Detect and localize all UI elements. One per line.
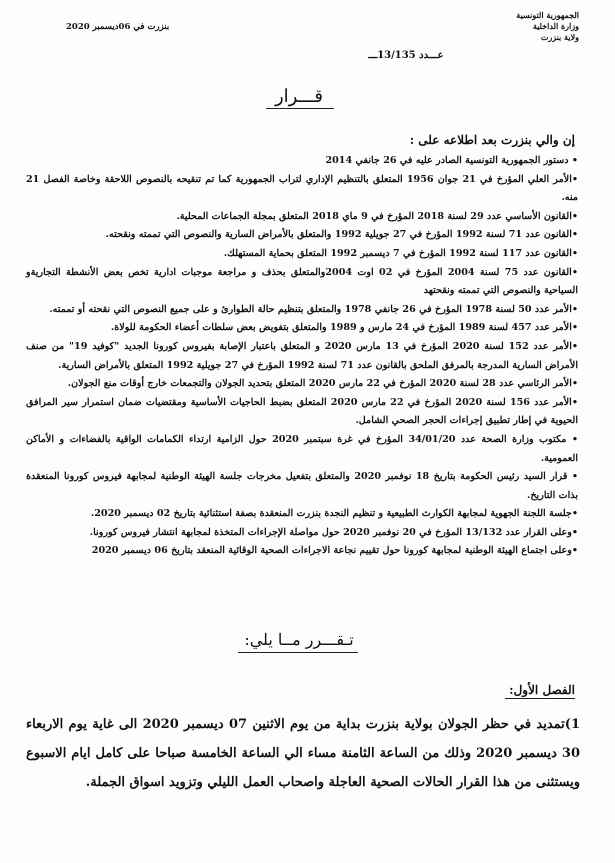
reference-item: •الأمر العلي المؤرخ في 21 جوان 1956 المتعلق بالتنظيم الإداري لتراب الجمهورية كما تم تنقيحه بالنصوص اللاحقة وخاصة الفصل 21 منه. [26, 173, 578, 204]
reference-item: •الأمر الرئاسي عدد 28 لسنة 2020 المؤرخ في 22 مارس 2020 المتعلق بتحديد الجولان والتجمعات خارج أوقات منع الجولان. [67, 378, 578, 390]
reference-item: • قرار السيد رئيس الحكومة بتاريخ 18 نوفمبر 2020 والمتعلق بتفعيل مخرجات جلسة الهيئة الوطنية لمجابهة فيروس كورونا المنعقدة بذات التاريخ. [26, 471, 578, 501]
preamble-heading: إن والي بنزرت بعد اطلاعه على : [409, 133, 575, 147]
document-title: قـــرار [274, 86, 324, 107]
title-underline [266, 108, 334, 109]
reference-item: •الأمر عدد 152 لسنة 2020 المؤرخ في 13 مارس 2020 و المتعلق باعتبار الإصابة بفيروس كورونا الجديد "كوفيد 19" من صنف الأمراض السارية المدرجة بالمرفق الملحق بالقانون عدد 71 لسنة 1992 المؤرخ في 27 جويلية 1992 المتعلق بالأمراض السارية. [26, 340, 578, 371]
reference-item: •الأمر عدد 156 لسنة 2020 المؤرخ في 22 مارس 2020 المتعلق بضبط الحاجيات الأساسية ومقتضيات ضمان استمرار سير المرافق الحيوية في إطار تطبيق إجراءات الحجر الصحي الشامل. [26, 396, 578, 427]
reference-item: •الأمر عدد 50 لسنة 1978 المؤرخ في 26 جانفي 1978 والمتعلق بتنظيم حالة الطوارئ و على جميع النصوص التي نقحته أو تممته. [49, 303, 578, 315]
reference-item: •القانون عدد 71 لسنة 1992 المؤرخ في 27 جويلية 1992 والمتعلق بالأمراض السارية والنصوص التي تممته ونقحته. [105, 229, 578, 241]
decides-heading: تـقـــرر مــا يلي: [244, 630, 354, 649]
reference-number: عـــدد 13/135ـــ [368, 50, 444, 61]
reference-item: •الأمر عدد 457 لسنة 1989 المؤرخ في 24 مارس و 1989 والمتعلق بتفويض بعض سلطات أعضاء الحكومة للولاة. [110, 322, 578, 334]
legal-references [26, 152, 578, 561]
letterhead-republic: الجمهورية التونسية [516, 10, 579, 20]
chapter-heading: الفصل الأول: [509, 683, 575, 697]
reference-item: •جلسة اللجنة الجهوية لمجابهة الكوارث الطبيعية و تنظيم النجدة بنزرت المنعقدة بصفة استثنائية بتاريخ 02 ديسمبر 2020. [90, 508, 578, 520]
document-date: بنزرت في 06ديسمبر 2020 [66, 22, 170, 32]
chapter-underline [505, 698, 575, 699]
reference-item: •وعلى اجتماع الهيئة الوطنية لمجابهة كورونا حول تقييم نجاعة الاجراءات الصحية الوقائية المنعقد بتاريخ 06 ديسمبر 2020 [91, 545, 578, 557]
reference-item: •القانون عدد 117 لسنة 1992 المؤرخ في 7 ديسمبر 1992 المتعلق بحماية المستهلك. [223, 247, 578, 259]
reference-item: •القانون الأساسي عدد 29 لسنة 2018 المؤرخ في 9 ماي 2018 المتعلق بمجلة الجماعات المحلية. [176, 210, 578, 222]
reference-item: • مكتوب وزارة الصحة عدد 34/01/20 المؤرخ في غرة سبتمبر 2020 حول الزامية ارتداء الكمامات الواقية بالفضاءات و الأماكن العمومية. [26, 433, 578, 464]
letterhead [459, 10, 579, 43]
letterhead-governorate: ولاية بنزرت [540, 32, 579, 42]
letterhead-ministry: وزارة الداخلية [532, 21, 579, 31]
decides-underline [238, 652, 358, 653]
reference-item: • دستور الجمهورية التونسية الصادر عليه في 26 جانفي 2014 [325, 155, 578, 166]
article-1-text: 1)تمديد في حظر الجولان بولاية بنزرت بداية من يوم الاثنين 07 ديسمبر 2020 الى غاية يوم الاربعاء 30 ديسمبر 2020 وذلك من الساعة الثامنة مساء الي الساعة الخامسة صباحا على كامل ايام الاسبوع ويستثنى من هذا القرار الحالات الصحية العاجلة واصحاب العمل الليلي وتزويد اسواق الجملة. [26, 717, 580, 790]
reference-item: •وعلى القرار عدد 13/132 المؤرخ في 20 نوفمبر 2020 حول مواصلة الإجراءات المتخذة لمجابهة انتشار فيروس كورونا. [89, 526, 578, 538]
reference-item: •القانون عدد 75 لسنة 2004 المؤرخ في 02 اوت 2004والمتعلق بحذف و مراجعة موجبات ادارية تخص بعض الأنشطة التجاريةو السياحية والنصوص التي تممته ونقحتهد [26, 266, 578, 297]
